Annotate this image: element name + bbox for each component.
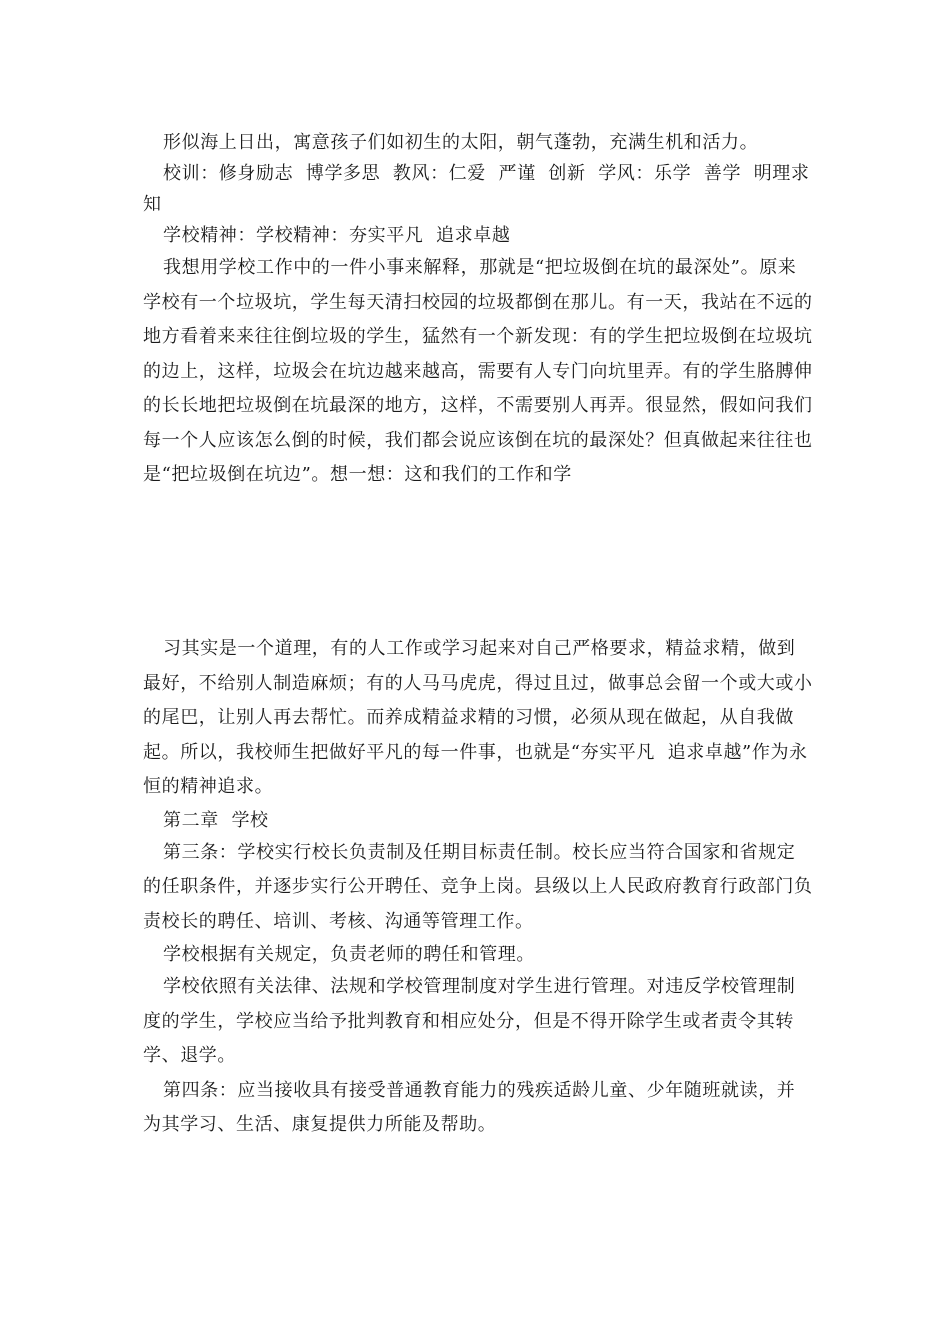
paragraph-article-3: 第三条：学校实行校长负责制及任期目标责任制。校长应当符合国家和省规定的任职条件，并逐步实行公开聘任、竞争上岗。县级以上人民政府教育行政部门负责校长的聘任、培训、考核、沟通等管理工作。 xyxy=(143,841,813,932)
paragraph-article-4: 第四条：应当接收具有接受普通教育能力的残疾适龄儿童、少年随班就读，并为其学习、生活、康复提供力所能及帮助。 xyxy=(143,1079,796,1135)
paragraph-teacher-management: 学校根据有关规定，负责老师的聘任和管理。 xyxy=(163,944,535,965)
paragraph-garbage-story: 我想用学校工作中的一件小事来解释，那就是“把垃圾倒在坑的最深处”。原来学校有一个垃圾坑，学生每天清扫校园的垃圾都倒在那儿。有一天，我站在不远的地方看着来来往往倒垃圾的学生，猛然有一个新发现：有的学生把垃圾倒在垃圾坑的边上，这样，垃圾会在坑边越来越高，需要有人专门向坑里弄。有的学生胳膊伸的长长地把垃圾倒在坑最深的地方，这样，不需要别人再弄。很显然，假如问我们每一个人应该怎么倒的时候，我们都会说应该倒在坑的最深处？但真做起来往往也是“把垃圾倒在坑边”。想一想：这和我们的工作和学 xyxy=(143,257,813,485)
paragraph-school-spirit: 学校精神：学校精神：夯实平凡 追求卓越 xyxy=(163,225,511,246)
text-block-bottom xyxy=(143,632,813,1143)
paragraph-student-management: 学校依照有关法律、法规和学校管理制度对学生进行管理。对违反学校管理制度的学生，学校应当给予批判教育和相应处分，但是不得开除学生或者责令其转学、退学。 xyxy=(143,976,796,1066)
paragraph-emblem-meaning: 形似海上日出，寓意孩子们如初生的太阳，朝气蓬勃，充满生机和活力。 xyxy=(163,132,759,153)
text-block-top xyxy=(143,127,813,493)
paragraph-school-motto: 校训：修身励志 博学多思 教风：仁爱 严谨 创新 学风：乐学 善学 明理求知 xyxy=(143,163,810,215)
chapter-heading: 第二章 学校 xyxy=(163,809,269,831)
paragraph-story-continued: 习其实是一个道理，有的人工作或学习起来对自己严格要求，精益求精，做到最好，不给别人制造麻烦；有的人马马虎虎，得过且过，做事总会留一个或大或小的尾巴，让别人再去帮忙。而养成精益求精的习惯，必须从现在做起，从自我做起。所以，我校师生把做好平凡的每一件事，也就是“夯实平凡 追求卓越”作为永恒的精神追求。 xyxy=(143,638,813,797)
